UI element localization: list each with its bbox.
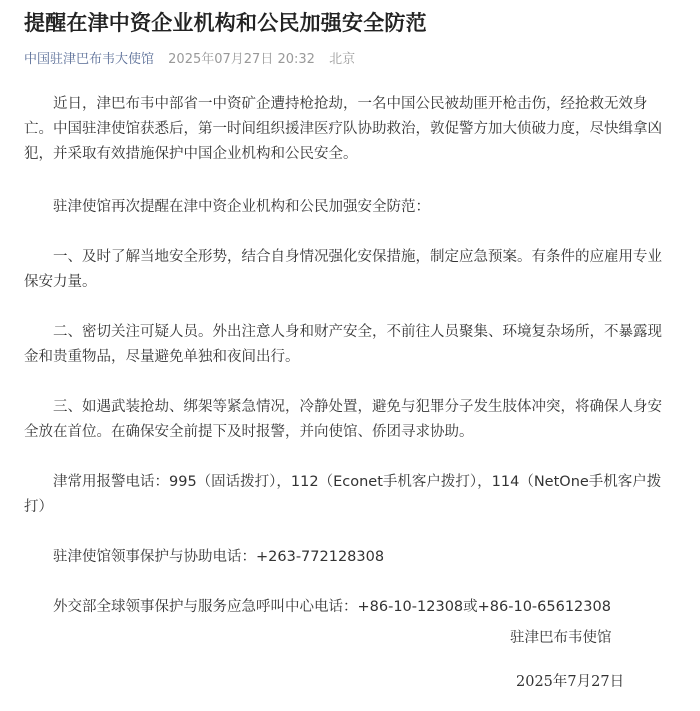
paragraph-incident: 近日，津巴布韦中部省一中资矿企遭持枪抢劫，一名中国公民被劫匪开枪击伤，经抢救无效身亡。中国驻津使馆获悉后，第一时间组织援津医疗队协助救治，敦促警方加大侦破力度，尽快缉拿凶犯，并采取有效措施保护中国企业机构和公民安全。 xyxy=(24,96,662,162)
paragraph-point-one: 一、及时了解当地安全形势，结合自身情况强化安保措施，制定应急预案。有条件的应雇用专业保安力量。 xyxy=(24,249,662,290)
paragraph-mfa-hotline: 外交部全球领事保护与服务应急呼叫中心电话：+86-10-12308或+86-10-65612308 xyxy=(53,599,611,615)
article-body xyxy=(24,92,672,620)
article-title: 提醒在津中资企业机构和公民加强安全防范 xyxy=(24,11,427,35)
paragraph-reminder-intro: 驻津使馆再次提醒在津中资企业机构和公民加强安全防范： xyxy=(53,199,430,215)
publish-date: 2025年07月27日 20:32 xyxy=(168,52,315,67)
source-link[interactable]: 中国驻津巴布韦大使馆 xyxy=(24,52,155,67)
paragraph-police-numbers: 津常用报警电话：995（固话拨打），112（Econet手机客户拨打），114（NetOne手机客户拨打） xyxy=(24,474,662,515)
article-meta xyxy=(24,50,672,70)
signature-date: 2025年7月27日 xyxy=(516,674,625,690)
paragraph-point-two: 二、密切关注可疑人员。外出注意人身和财产安全，不前往人员聚集、环境复杂场所，不暴露现金和贵重物品，尽量避免单独和夜间出行。 xyxy=(24,324,662,365)
publish-location: 北京 xyxy=(329,52,356,67)
signature-org: 驻津巴布韦使馆 xyxy=(510,630,612,646)
paragraph-embassy-phone: 驻津使馆领事保护与协助电话：+263-772128308 xyxy=(53,549,385,565)
article xyxy=(24,8,672,645)
paragraph-point-three: 三、如遇武装抢劫、绑架等紧急情况，冷静处置，避免与犯罪分子发生肢体冲突，将确保人身安全放在首位。在确保安全前提下及时报警，并向使馆、侨团寻求协助。 xyxy=(24,399,662,440)
